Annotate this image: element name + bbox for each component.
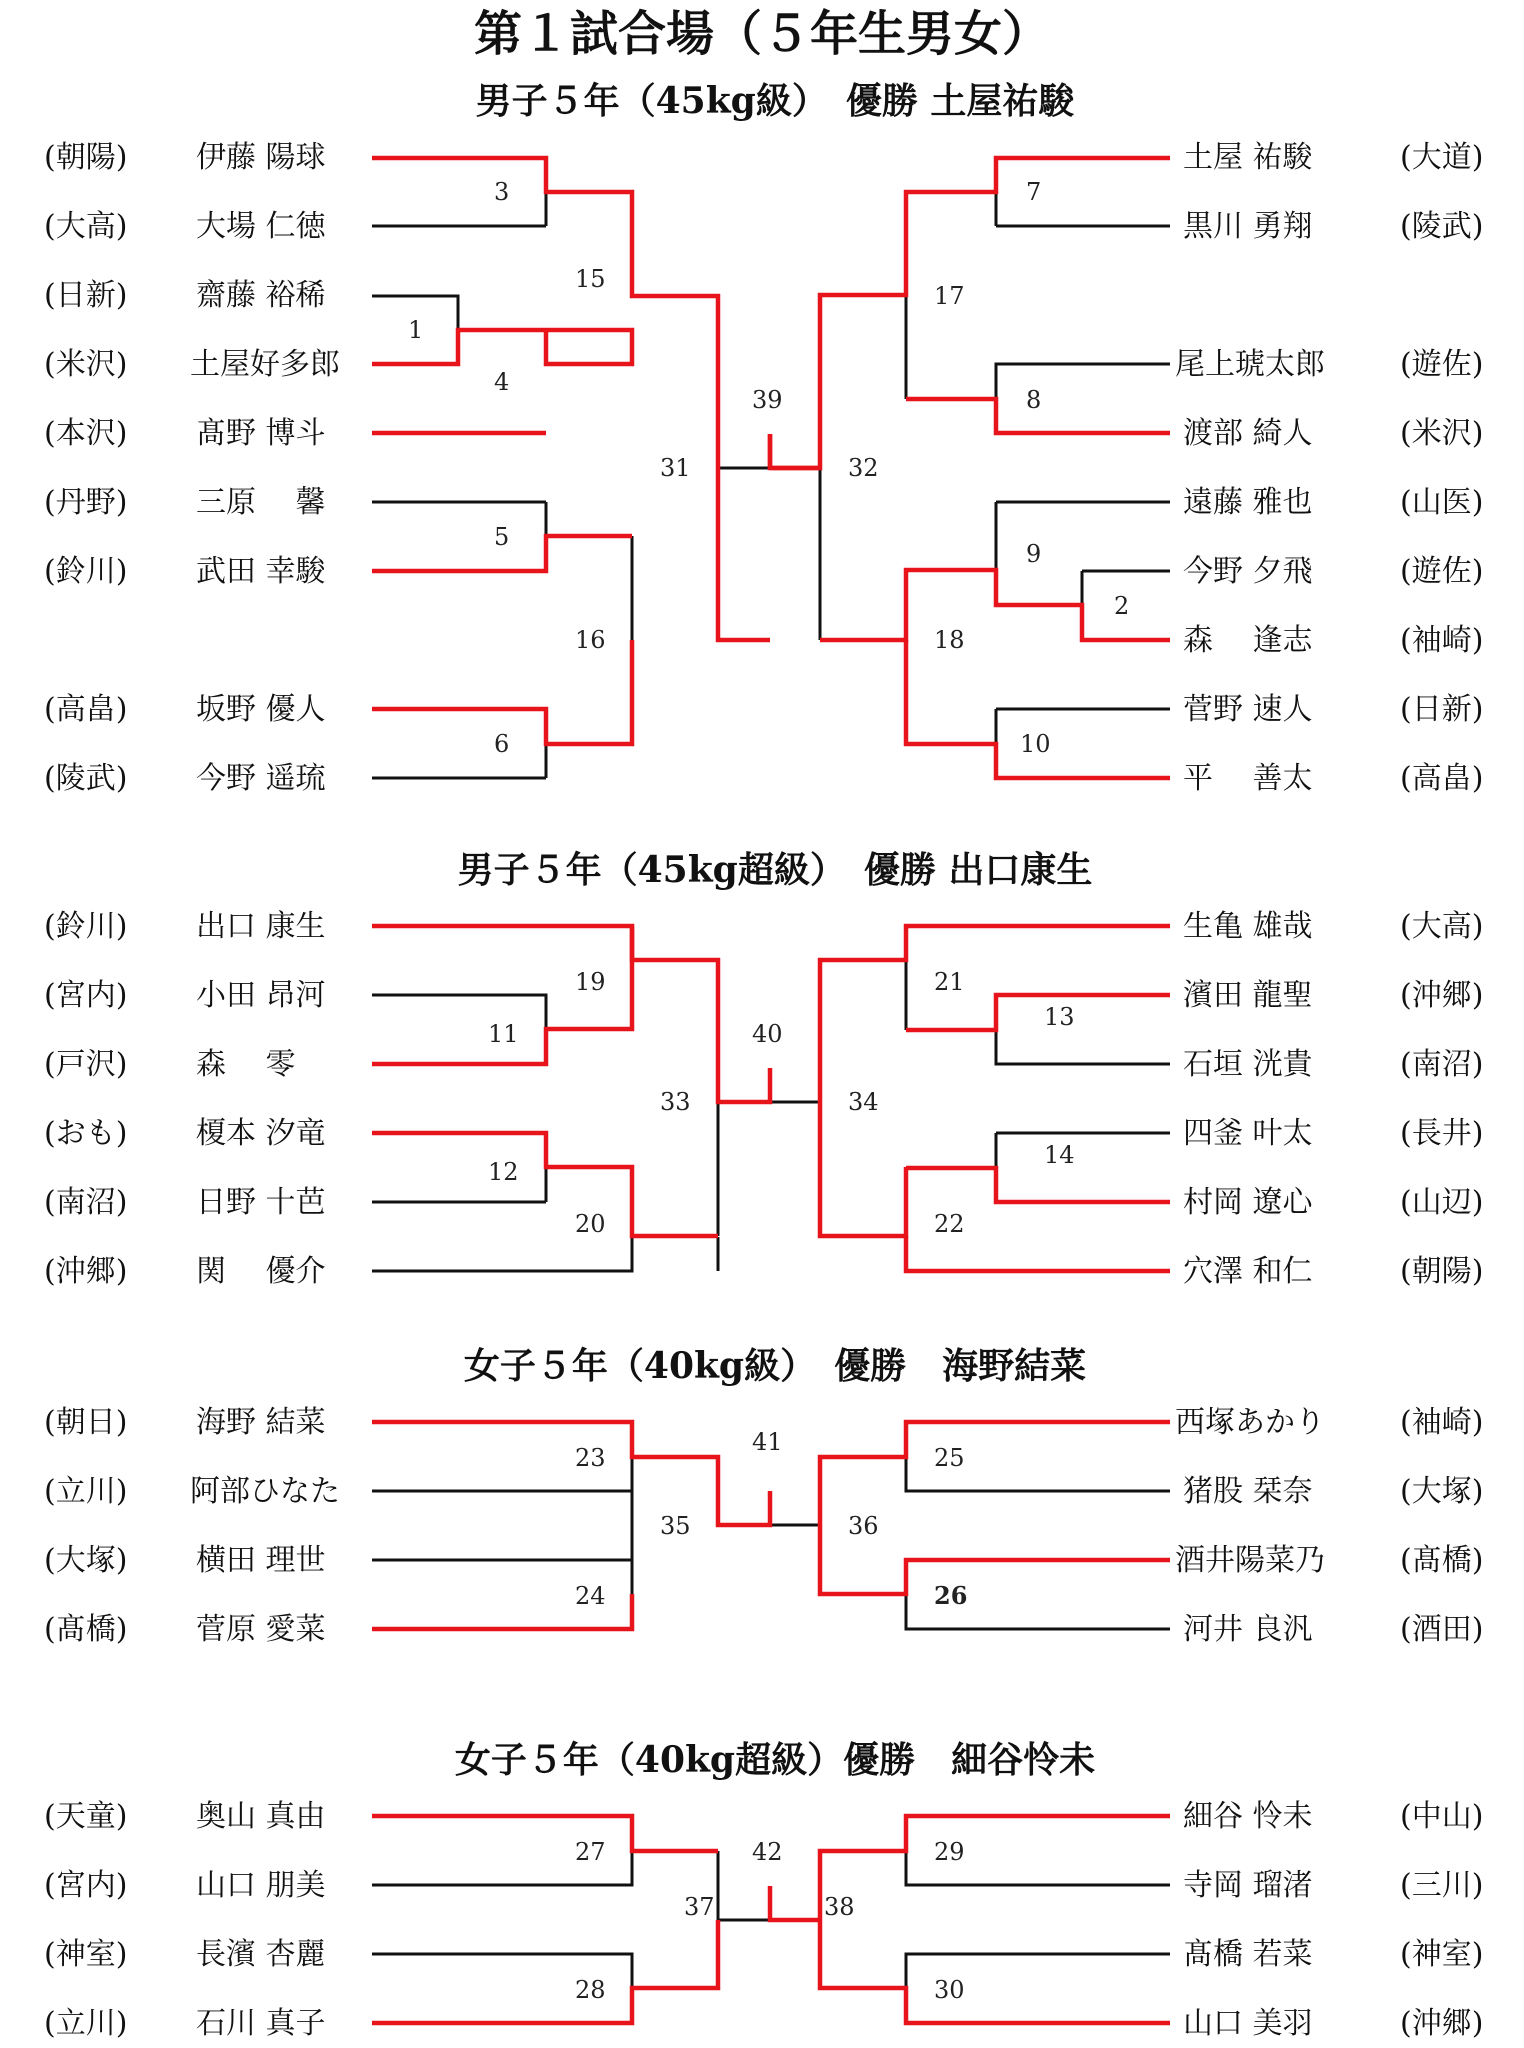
entrant-name: 河井 良汎 [1183,1612,1313,1647]
entrant-name: 榎本 汐竜 [196,1116,326,1151]
entrant-name: 阿部ひなた [190,1474,340,1509]
entrant-school: (朝陽) [44,140,128,175]
entrant-school: (南沼) [1400,1047,1484,1082]
entrant-name: 濱田 龍聖 [1183,978,1313,1013]
entrant-school: (中山) [1400,1799,1484,1834]
match-number: 4 [494,368,510,396]
match-number: 7 [1026,178,1042,206]
match-number: 33 [660,1088,691,1116]
entrant-school: (丹野) [44,485,128,520]
match-number: 11 [488,1020,519,1048]
division-boys-45kg-plus [44,849,1483,1289]
entrant-school: (日新) [44,278,128,313]
entrant-name: 大場 仁徳 [196,209,326,244]
entrant-school: (陵武) [1400,209,1484,244]
match-number: 12 [488,1158,519,1186]
entrant-name: 渡部 綺人 [1183,416,1313,451]
division-girls-40kg-plus [44,1739,1483,2041]
entrant-school: (立川) [44,1474,128,1509]
entrant-name: 猪股 栞奈 [1183,1474,1313,1509]
match-number: 30 [934,1976,965,2004]
entrant-school: (日新) [1400,692,1484,727]
entrant-name: 村岡 遼心 [1183,1185,1313,1220]
match-number: 1 [408,316,424,344]
entrant-name: 穴澤 和仁 [1183,1254,1313,1289]
entrant-school: (遊佐) [1400,554,1484,589]
entrant-name: 寺岡 瑠渚 [1183,1868,1313,1903]
entrant-name: 今野 遥琉 [196,761,326,796]
entrant-school: (朝陽) [1400,1254,1484,1289]
match-number: 29 [934,1838,965,1866]
match-number: 25 [934,1444,965,1472]
match-number: 2 [1114,592,1130,620]
entrant-name: 長濱 杏麗 [196,1937,326,1972]
entrant-school: (大塚) [44,1543,128,1578]
division-heading: 女子５年（40kg級） 優勝 海野結菜 [463,1345,1087,1387]
entrant-name: 森 逢志 [1183,623,1313,658]
entrant-name: 石川 真子 [196,2006,326,2041]
entrant-name: 遠藤 雅也 [1183,485,1313,520]
division-boys-45kg [44,80,1483,796]
entrant-name: 土屋 祐駿 [1183,140,1313,175]
entrant-school: (宮内) [44,978,128,1013]
entrant-name: 尾上琥太郎 [1175,347,1325,382]
match-number: 9 [1026,540,1042,568]
match-number: 21 [934,968,965,996]
entrant-school: (大高) [44,209,128,244]
entrant-school: (長井) [1400,1116,1484,1151]
page-title: 第１試合場（５年生男女） [473,6,1051,62]
match-number: 16 [575,626,606,654]
entrant-name: 髙橋 若菜 [1183,1937,1313,1972]
division-heading: 女子５年（40kg超級）優勝 細谷怜未 [454,1739,1096,1781]
match-number: 41 [752,1428,783,1456]
entrant-school: (山辺) [1400,1185,1484,1220]
entrant-name: 黒川 勇翔 [1183,209,1313,244]
match-number: 18 [934,626,965,654]
match-number: 5 [494,523,510,551]
entrant-name: 酒井陽菜乃 [1175,1543,1325,1578]
entrant-school: (大塚) [1400,1474,1484,1509]
match-number: 26 [934,1581,968,1610]
entrant-school: (沖郷) [1400,978,1484,1013]
match-number: 35 [660,1512,691,1540]
entrant-school: (宮内) [44,1868,128,1903]
match-number: 38 [824,1893,855,1921]
entrant-name: 髙野 博斗 [196,416,326,451]
match-number: 31 [660,454,691,482]
entrant-name: 土屋好多郎 [190,347,340,382]
entrant-school: (酒田) [1400,1612,1484,1647]
match-number: 36 [848,1512,879,1540]
entrant-name: 日野 十芭 [196,1185,326,1220]
entrant-school: (大高) [1400,909,1484,944]
entrant-name: 生亀 雄哉 [1183,909,1313,944]
match-number: 17 [934,282,965,310]
entrant-school: (三川) [1400,1868,1484,1903]
entrant-school: (高畠) [44,692,128,727]
entrant-school: (沖郷) [44,1254,128,1289]
entrant-name: 四釜 叶太 [1183,1116,1313,1151]
entrant-school: (神室) [44,1937,128,1972]
match-number: 27 [575,1838,606,1866]
entrant-school: (遊佐) [1400,347,1484,382]
entrant-school: (神室) [1400,1937,1484,1972]
entrant-school: (戸沢) [44,1047,128,1082]
entrant-school: (髙橋) [44,1612,128,1647]
division-heading: 男子５年（45kg超級） 優勝 出口康生 [457,849,1093,891]
match-number: 22 [934,1210,965,1238]
match-number: 28 [575,1976,606,2004]
entrant-school: (髙橋) [1400,1543,1484,1578]
match-number: 8 [1026,386,1042,414]
entrant-name: 森 零 [196,1047,296,1082]
entrant-school: (袖崎) [1400,1405,1484,1440]
entrant-school: (袖崎) [1400,623,1484,658]
winner-lines [372,926,1170,1271]
match-number: 13 [1044,1003,1075,1031]
match-number: 20 [575,1210,606,1238]
match-number: 14 [1044,1141,1075,1169]
entrant-name: 山口 美羽 [1183,2006,1313,2041]
entrant-name: 平 善太 [1183,761,1313,796]
entrant-name: 石垣 洸貴 [1183,1047,1313,1082]
match-number: 32 [848,454,879,482]
entrant-name: 海野 結菜 [196,1405,326,1440]
match-number: 15 [575,265,606,293]
entrant-school: (大道) [1400,140,1484,175]
entrant-school: (鈴川) [44,554,128,589]
entrant-name: 西塚あかり [1175,1405,1325,1440]
entrant-school: (沖郷) [1400,2006,1484,2041]
entrant-school: (山医) [1400,485,1484,520]
entrant-school: (南沼) [44,1185,128,1220]
entrant-name: 菅原 愛菜 [196,1612,326,1647]
match-number: 6 [494,730,510,758]
entrant-name: 横田 理世 [196,1543,326,1578]
match-number: 40 [752,1020,783,1048]
division-heading: 男子５年（45kg級） 優勝 土屋祐駿 [475,80,1075,122]
entrant-name: 出口 康生 [196,909,326,944]
match-number: 10 [1020,730,1051,758]
entrant-name: 山口 朋美 [196,1868,326,1903]
entrant-school: (天童) [44,1799,128,1834]
bracket-lines [372,1457,1170,1629]
entrant-school: (本沢) [44,416,128,451]
entrant-name: 奥山 真由 [196,1799,326,1834]
entrant-name: 三原 馨 [196,485,326,520]
match-number: 39 [752,386,783,414]
entrant-name: 菅野 速人 [1183,692,1313,727]
entrant-school: (鈴川) [44,909,128,944]
match-number: 24 [575,1582,606,1610]
match-number: 3 [494,178,510,206]
entrant-school: (朝日) [44,1405,128,1440]
entrant-school: (米沢) [44,347,128,382]
entrant-school: (米沢) [1400,416,1484,451]
entrant-name: 坂野 優人 [196,692,326,727]
match-number: 42 [752,1838,783,1866]
entrant-name: 関 優介 [196,1254,326,1289]
entrant-name: 武田 幸駿 [196,554,326,589]
entrant-name: 齋藤 裕稀 [196,278,326,313]
entrant-name: 細谷 怜未 [1183,1799,1313,1834]
match-number: 37 [684,1893,715,1921]
match-number: 19 [575,968,606,996]
entrant-name: 小田 昂河 [196,978,326,1013]
entrant-school: (おも) [44,1116,128,1151]
entrant-school: (立川) [44,2006,128,2041]
entrant-name: 伊藤 陽球 [196,140,326,175]
entrant-school: (陵武) [44,761,128,796]
match-number: 34 [848,1088,879,1116]
entrant-school: (高畠) [1400,761,1484,796]
division-girls-40kg [44,1345,1483,1647]
match-number: 23 [575,1444,606,1472]
entrant-name: 今野 夕飛 [1183,554,1313,589]
